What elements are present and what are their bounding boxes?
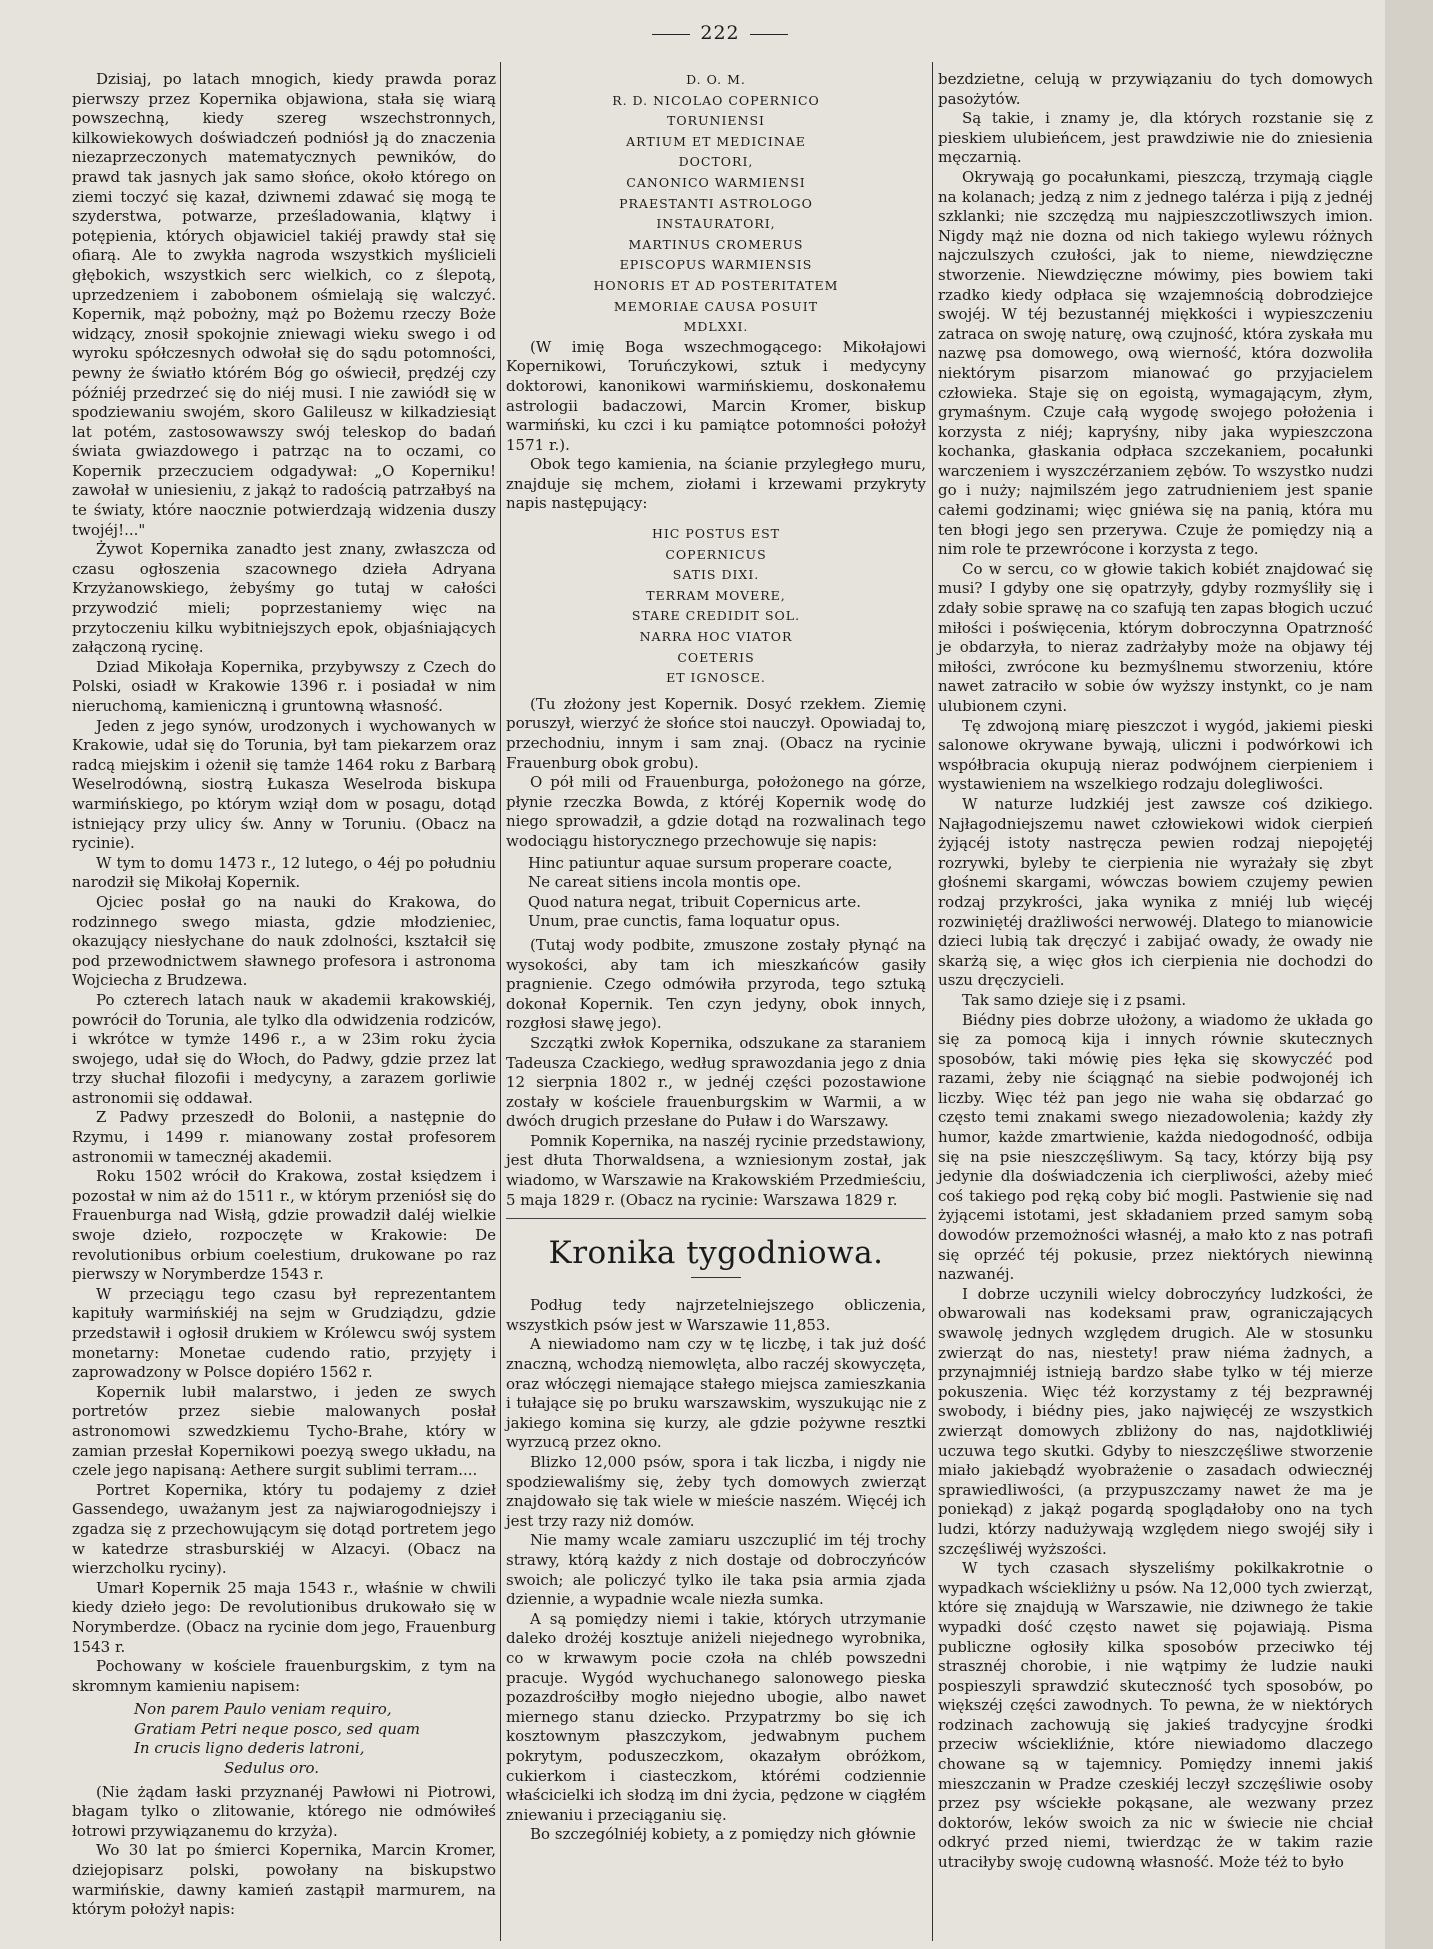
paragraph: Umarł Kopernik 25 maja 1543 r., właśnie w chwili kiedy dzieło jego: De revolutionibus drukowało się w Norymberdze. (Obacz na rycinie dom jego, Frauenburg 1543 r. <box>72 1578 496 1656</box>
poem-line: Gratiam Petri neque posco, sed quam <box>134 1719 421 1738</box>
paragraph: O pół mili od Frauenburga, położonego na górze, płynie rzeczka Bowda, z któréj Kopernik wodę do niego sprowadził, a gdzie dotąd na rozwalinach tego wodociągu historycznego przechowuje się napis: <box>506 773 926 850</box>
aqueduct-poem <box>506 854 926 932</box>
inscription-line: COETERIS <box>677 649 755 665</box>
paragraph: Z Padwy przeszedł do Bolonii, a następnie do Rzymu, i 1499 r. mianowany został profesorem astronomii w tamecznéj akademii. <box>72 1108 496 1166</box>
inscription-line: MARTINUS CROMERUS <box>628 236 804 252</box>
paragraph: W tym to domu 1473 r., 12 lutego, o 4éj po południu narodził się Mikołaj Kopernik. <box>72 853 496 892</box>
page-number-dash-left <box>652 34 690 35</box>
paragraph: (Tutaj wody podbite, zmuszone zostały płynąć na wysokości, aby tam ich mieszkańców gasiły pragnienie. Czego odmówiła przyroda, tego sztuką dokonał Kopernik. Ten czyn jedyny, obok innych, rozgłosi sławę jego). <box>506 935 926 1033</box>
paragraph: W naturze ludzkiéj jest zawsze coś dzikiego. Najłagodniejszemu nawet człowiekowi widok cierpień żyjącéj istoty nastręcza pewien rodzaj niepojętéj rozrywki, byleby te cierpienia nie wyrażały się zbyt głośnemi skargami, wówczas bowiem czujemy pewien rodzaj przykrości, jaka wynika z mniéj lub więcéj rozwiniętéj drażliwości nerwowéj. Dlatego to mianowicie dzieci lubią tak dręczyć i zabijać owady, że owady nie skarżą się, a więc głos ich cierpienia nie dochodzi do uszu dręczycieli. <box>938 794 1373 990</box>
inscription-line: NARRA HOC VIATOR <box>639 629 793 645</box>
column-1 <box>72 70 496 1920</box>
inscription-line: D. O. M. <box>686 72 746 87</box>
poem-line: Sedulus oro. <box>224 1759 320 1778</box>
inscription-line: TERRAM MOVERE, <box>646 587 786 603</box>
paragraph: W przeciągu tego czasu był reprezentantem kapituły warmińskiéj na sejm w Grudziądzu, gdzie przedstawił i ogłosił drukiem w Królewcu swój system monetarny: Monetae cudendo ratio, przyjęty i zaprowadzony w Polsce dopiéro 1562 r. <box>72 1284 496 1382</box>
inscription-line: CANONICO WARMIENSI <box>626 174 806 190</box>
inscription-grave <box>506 524 926 689</box>
column-rule-right <box>932 62 933 1941</box>
paragraph: Kopernik lubił malarstwo, i jeden ze swych portretów przez siebie malowanych posłał astronomowi szwedzkiemu Tycho-Brahe, który w zamian przesłał Kopernikowi poezyą swego układu, na czele jego napisaną: Aethere surgit sublimi terram.... <box>72 1382 496 1480</box>
paragraph: A są pomiędzy niemi i takie, których utrzymanie daleko drożéj kosztuje aniżeli niejednego wyrobnika, co w krwawym pocie czoła na chléb powszedni pracuje. Wygód wychuchanego salonowego pieska pozazdrościłby mogło niejedno ubogie, albo nawet miernego stanu dziecko. Przypatrzmy bo się ich kosztownym płaszczykom, jedwabnym puchem pokrytym, poduszeczkom, okazałym obróżkom, cukierkom i ciasteczkom, którémi codziennie właścicielki ich słodzą im dni życia, pędzone w ciągłém zniewaniu i przeciąganiu się. <box>506 1609 926 1824</box>
inscription-line: ARTIUM ET MEDICINAE <box>626 133 806 149</box>
poem-line: Ne careat sitiens incola montis ope. <box>528 873 802 892</box>
poem-line: Unum, prae cunctis, fama loquatur opus. <box>528 912 841 931</box>
paragraph: Żywot Kopernika zanadto jest znany, zwłaszcza od czasu ogłoszenia szacownego dzieła Adryana Krzyżanowskiego, żebyśmy go tutaj w całości przywodzić mieli; poprzestaniemy więc na przytoczeniu kilku wybitniejszych epok, objaśniających załączoną rycinę. <box>72 540 496 657</box>
paragraph: (Nie żądam łaski przyznanéj Pawłowi ni Piotrowi, błagam tylko o zlitowanie, którego nie odmówiłeś łotrowi przywiązanemu do krzyża). <box>72 1782 496 1840</box>
paragraph: Są takie, i znamy je, dla których rozstanie się z pieskiem ulubieńcem, jest prawdziwie nie do zniesienia męczarnią. <box>938 109 1373 167</box>
paragraph: Blizko 12,000 psów, spora i tak liczba, i nigdy nie spodziewaliśmy się, żeby tych domowych zwierząt znajdowało się tak wiele w mieście naszém. Więcéj ich jest trzy razy niż domów. <box>506 1453 926 1530</box>
epitaph-poem <box>72 1700 496 1778</box>
paragraph: I dobrze uczynili wielcy dobroczyńcy ludzkości, że obwarowali nas kodeksami praw, ograniczających swawolę jednych względem drugich. Ale w stosunku zwierząt do nas, niestety! praw niéma żadnych, a przynajmniéj istnieją bardzo słabe tylko w téj mierze pokuszenia. Więc téż korzystamy z téj bezprawnéj swobody, i biédny pies, jako najwięcéj ze wszystkich zwierząt domowych zbliżony do nas, najdotkliwiéj uczuwa tego skutki. Gdyby to nieszczęśliwe stworzenie miało jakiebądź wyobrażenie o zasadach odwiecznéj sprawiedliwości, (a przypuszczamy nawet że ma je poniekąd) z jakąż pogardą spoglądałoby ono na tych ludzi, którzy nadużywają względem niego swojéj siły i szczęśliwéj wyższości. <box>938 1284 1373 1558</box>
paragraph: Dziad Mikołaja Kopernika, przybywszy z Czech do Polski, osiadł w Krakowie 1396 r. i posiadał w nim nieruchomą, kamieniczną i gruntowną własność. <box>72 657 496 715</box>
inscription-line: HONORIS ET AD POSTERITATEM <box>593 277 839 293</box>
paragraph: Po czterech latach nauk w akademii krakowskiéj, powrócił do Torunia, ale tylko dla odwidzenia rodziców, i wkrótce w tymże 1496 r., a w 23im roku życia swojego, udał się do Włoch, do Padwy, gdzie przez lat trzy słuchał filozofii i medycyny, a zarazem gorliwie astronomii się oddawał. <box>72 990 496 1107</box>
paragraph: Tak samo dzieje się i z psami. <box>962 990 1187 1009</box>
poem-line: Quod natura negat, tribuit Copernicus arte. <box>528 892 861 911</box>
paragraph: Biédny pies dobrze ułożony, a wiadomo że układa go się za pomocą kija i innych równie skutecznych sposobów, taki mówię pies łęka się skowyczéć pod razami, żeby nie ściągnąć na siebie podwojonéj ich liczby. Więc téż pan jego nie waha się obdarzać go często temi znakami swego niezadowolenia; każdy zły humor, każde zmartwienie, każda niedogodność, odbija się na psie nieszczęśliwym. Są tacy, którzy biją psy jedynie dla doświadczenia ich cierpliwości, ażeby mieć coś takiego pod ręką coby bić mogli. Pastwienie się nad żyjącemi istotami, jest składaniem przed samym sobą dowodów przemożności własnéj, a mało kto z nas potrafi się oprzéć téj pokusie, przez niektórych niewinną nazwanéj. <box>938 1010 1373 1284</box>
page-number <box>640 22 800 44</box>
poem-line: Hinc patiuntur aquae sursum properare coacte, <box>528 853 893 872</box>
paragraph: bezdzietne, celują w przywiązaniu do tych domowych pasożytów. <box>938 70 1373 108</box>
paragraph: Tę zdwojoną miarę pieszczot i wygód, jakiemi pieski salonowe okrywane bywają, uliczni i podwórkowi ich współbracia okupują nieraz podwójnem cierpieniem i wystawieniem na wszelkiego rodzaju dolegliwości. <box>938 716 1373 794</box>
paragraph: Dzisiaj, po latach mnogich, kiedy prawda poraz pierwszy przez Kopernika objawiona, stała się wiarą powszechną, kiedy szereg wszechstronnych, kilkowiekowych doświadczeń podniósł ją do znaczenia niezaprzeczonych matematycznych pewników, do prawd tak jasnych jak samo słońce, około którego on ziemi toczyć się kazał, dziwnemi zdawać się mogą te szyderstwa, potwarze, prześladowania, klątwy i potępienia, których objawiciel takiéj prawdy stał się ofiarą. Ale to zwykła nagroda wszystkich myślicieli głębokich, wszystkich serc wielkich, co z ślepotą, uprzedzeniem i zabobonem ośmielają się walczyć. Kopernik, mąż pobożny, mąż po Bożemu rzeczy Boże widzący, znosił spokojnie zniewagi wieku swego i od wyroku spółczesnych odwołał się do sądu potomności, pewny że światło którém Bóg go oświecił, prędzéj czy późniéj przedrzeć się do niéj musi. I nie zawiódł się w spodziewaniu swojém, skoro Galileusz w kilkadziesiąt lat potém, zastosowawszy swój teleskop do badań świata gwiazdowego i patrząc na to oczami, co Kopernik przeczuciem odgadywał: „O Koperniku! zawołał w uniesieniu, z jakąż to radością patrzałbyś na te światy, które naocznie potwierdzają widzenia duszy twojéj!..." <box>72 70 496 539</box>
paragraph: Bo szczególniéj kobiety, a z pomiędzy nich głównie <box>530 1825 916 1844</box>
paragraph: (W imię Boga wszechmogącego: Mikołajowi Kopernikowi, Toruńczykowi, sztuk i medycyny doktorowi, kanonikowi warmińskiemu, doskonałemu astrologii badaczowi, Marcin Kromer, biskup warmiński, ku czci i ku pamiątce potomności położył 1571 r.). <box>506 337 926 454</box>
paragraph: Portret Kopernika, który tu podajemy z dzieł Gassendego, uważanym jest za najwiarogodniejszy i zgadza się z przechowującym się dotąd portretem jego w katedrze strasburskiéj w Alzacyi. (Obacz na wierzcholku ryciny). <box>72 1480 496 1578</box>
paragraph: Ojciec posłał go na nauki do Krakowa, do rodzinnego swego miasta, gdzie młodzieniec, okazujący niesłychane do nauk zdolności, kształcił się pod przewodnictwem sławnego profesora i astronoma Wojciecha z Brudzewa. <box>72 892 496 990</box>
column-3 <box>938 70 1373 1873</box>
inscription-line: R. D. NICOLAO COPERNICO <box>612 92 820 108</box>
paragraph: Szczątki zwłok Kopernika, odszukane za staraniem Tadeusza Czackiego, według sprawozdania jego z dnia 12 sierpnia 1802 r., w jednéj części pozostawione zostały w kościele frauenburgskim w Warmii, a w dwóch drugich przesłane do Puław i do Warszawy. <box>506 1033 926 1131</box>
paragraph: Jeden z jego synów, urodzonych i wychowanych w Krakowie, udał się do Torunia, był tam piekarzem oraz radcą miejskim i ożenił się tamże 1464 roku z Barbarą Weselrodówną, siostrą Łukasza Weselroda biskupa warmińskiego, po którym wziął dom w posagu, dotąd istniejący przy ulicy św. Anny w Toruniu. (Obacz na rycinie). <box>72 716 496 853</box>
paragraph: Podług tedy najrzetelniejszego obliczenia, wszystkich psów jest w Warszawie 11,853. <box>506 1296 926 1334</box>
section-title: Kronika tygodniowa. <box>548 1235 884 1272</box>
paragraph: Obok tego kamienia, na ścianie przyległego muru, znajduje się mchem, ziołami i krzewami przykryty napis następujący: <box>506 455 926 513</box>
paragraph: Okrywają go pocałunkami, pieszczą, trzymają ciągle na kolanach; jedzą z nim z jednego talérza i piją z jednéj szklanki; nie szczędzą mu najpieszczotliwszych imion. Nigdy mąż nie dozna od nich takiego wylewu różnych najczulszych czułości, jak to nieme, niewdzięczne stworzenie. Niewdzięczne mówimy, pies bowiem taki rzadko kiedy odpłaca się wzajemnością dobrodziejce swojéj. W téj bezustannéj miękkości i wypieszczeniu zatraca on swoję naturę, ową czujność, która zyskała mu nazwę psa domowego, ową wierność, która dozwoliła niektórym pisarzom mianować go przyjacielem człowieka. Staje się on egoistą, wymagającym, złym, grymaśnym. Czuje całą wygodę swojego położenia i korzysta z niéj; kapryśny, niby jaka wypieszczona kochanka, głaskania odpłaca szczekaniem, pocałunki warczeniem i wyszczérzaniem zębów. To wszystko nudzi go i nuży; najmilszém jego zatrudnieniem jest spanie całemi godzinami; więc gniéwa się na panią, która mu ten błogi jego sen przerywa. Czuje że pomiędzy nią a nim role te przewrócone i korzysta z tego. <box>938 167 1373 559</box>
paragraph: Pochowany w kościele frauenburgskim, z tym na skromnym kamieniu napisem: <box>72 1657 496 1695</box>
column-rule-left <box>500 62 501 1941</box>
adjacent-page-edge <box>1385 0 1433 1949</box>
inscription-line: MDLXXI. <box>683 319 749 335</box>
paragraph: (Tu złożony jest Kopernik. Dosyć rzekłem. Ziemię poruszył, wierzyć że słońce stoi nauczył. Opowiadaj to, przechodniu, innym i sam znaj. (Obacz na rycinie Frauenburg obok grobu). <box>506 694 926 772</box>
inscription-line: INSTAURATORI, <box>656 216 776 232</box>
inscription-line: SATIS DIXI. <box>672 567 760 583</box>
inscription-line: TORUNIENSI <box>667 113 765 129</box>
paragraph: Wo 30 lat po śmierci Kopernika, Marcin Kromer, dziejopisarz polski, powołany na biskupstwo warmińskie, dawny kamień zastąpił marmurem, na którym położył napis: <box>72 1841 496 1919</box>
inscription-line: PRAESTANTI ASTROLOGO <box>619 195 813 211</box>
inscription-line: COPERNICUS <box>665 546 767 562</box>
title-underline <box>691 1277 741 1278</box>
paragraph: W tych czasach słyszeliśmy pokilkakrotnie o wypadkach wściekliżny u psów. Na 12,000 tych zwierząt, które się znajdują w Warszawie, nie dziwnego że takie wypadki dość często nawet się pojawiają. Pisma publiczne ogłosiły kilka sposobów przeciwko téj strasznéj chorobie, i nie wątpimy że ludzie nauki pospieszyli sprawdzić skuteczność tych sposobów, po większéj części zawodnych. To pewna, że w niektórych rodzinach zachowują się jakieś tradycyjne środki przeciw wściekliźnie, które niewiadomo dlaczego chowane są w tajemnicy. Pomiędzy innemi jakiś mieszczanin w Pradze czeskiéj leczył szczęśliwie osoby przez psy wściekłe pokąsane, ale wezwany przez doktorów, leków swoich za nic w świecie nie chciał odkryć przed niemi, twierdząc że w takim razie utraciłyby swoję cudowną własność. Może téż to było <box>938 1559 1373 1872</box>
inscription-line: EPISCOPUS WARMIENSIS <box>619 257 813 273</box>
inscription-line: ET IGNOSCE. <box>666 670 766 686</box>
paragraph: Pomnik Kopernika, na naszéj rycinie przedstawiony, jest dłuta Thorwaldsena, a wzniesionym został, jak wiadomo, w Warszawie na Krakowskiém Przedmieściu, 5 maja 1829 r. (Obacz na rycinie: Warszawa 1829 r. <box>506 1131 926 1209</box>
inscription-line: MEMORIAE CAUSA POSUIT <box>613 298 819 314</box>
paragraph: A niewiadomo nam czy w tę liczbę, i tak już dość znaczną, wchodzą niemowlęta, albo raczéj skowyczęta, oraz włóczęgi niemające stałego miejsca zamieszkania i tułające się po bruku warszawskim, wyszukując nie z jakiego komina się kurzy, ale gdzie pożywne resztki wyrzucą przez okno. <box>506 1335 926 1452</box>
poem-line: In crucis ligno dederis latroni, <box>134 1739 365 1758</box>
inscription-line: DOCTORI, <box>678 154 754 170</box>
inscription-kromer <box>506 70 926 338</box>
inscription-line: HIC POSTUS EST <box>651 526 781 542</box>
inscription-line: STARE CREDIDIT SOL. <box>631 608 801 624</box>
section-divider <box>506 1218 926 1219</box>
column-2 <box>506 70 926 1845</box>
page-number-dash-right <box>750 34 788 35</box>
paragraph: Nie mamy wcale zamiaru uszczuplić im téj trochy strawy, którą każdy z nich dostaje od dobroczyńców swoich; ale policzyć tylko ile taka psia armia zjada dziennie, a wypadnie wcale niezła sumka. <box>506 1531 926 1609</box>
page-number-text: 222 <box>700 22 740 44</box>
paragraph: Roku 1502 wrócił do Krakowa, został księdzem i pozostał w nim aż do 1511 r., w którym przeniósł się do Frauenburga nad Wisłą, gdzie prowadził daléj wielkie swoje dzieło, rozpoczęte w Krakowie: De revolutionibus orbium coelestium, drukowane po raz pierwszy w Norymberdze 1543 r. <box>72 1167 496 1284</box>
poem-line: Non parem Paulo veniam requiro, <box>134 1700 392 1719</box>
paragraph: Co w sercu, co w głowie takich kobiét znajdować się musi? I gdyby one się opatrzyły, gdyby rozmyśliły się i zdały sobie sprawę na co szafują ten zapas błogich uczuć miłości i poświęcenia, którym dobroczynna Opatrzność je obdarzyła, to nieraz zadrżałyby może na objawy téj miłości, zwrócone ku bezmyślnemu stworzeniu, które nawet zatraciło w sobie ów wyższy instynkt, co je nam ulubionem czyni. <box>938 559 1373 715</box>
